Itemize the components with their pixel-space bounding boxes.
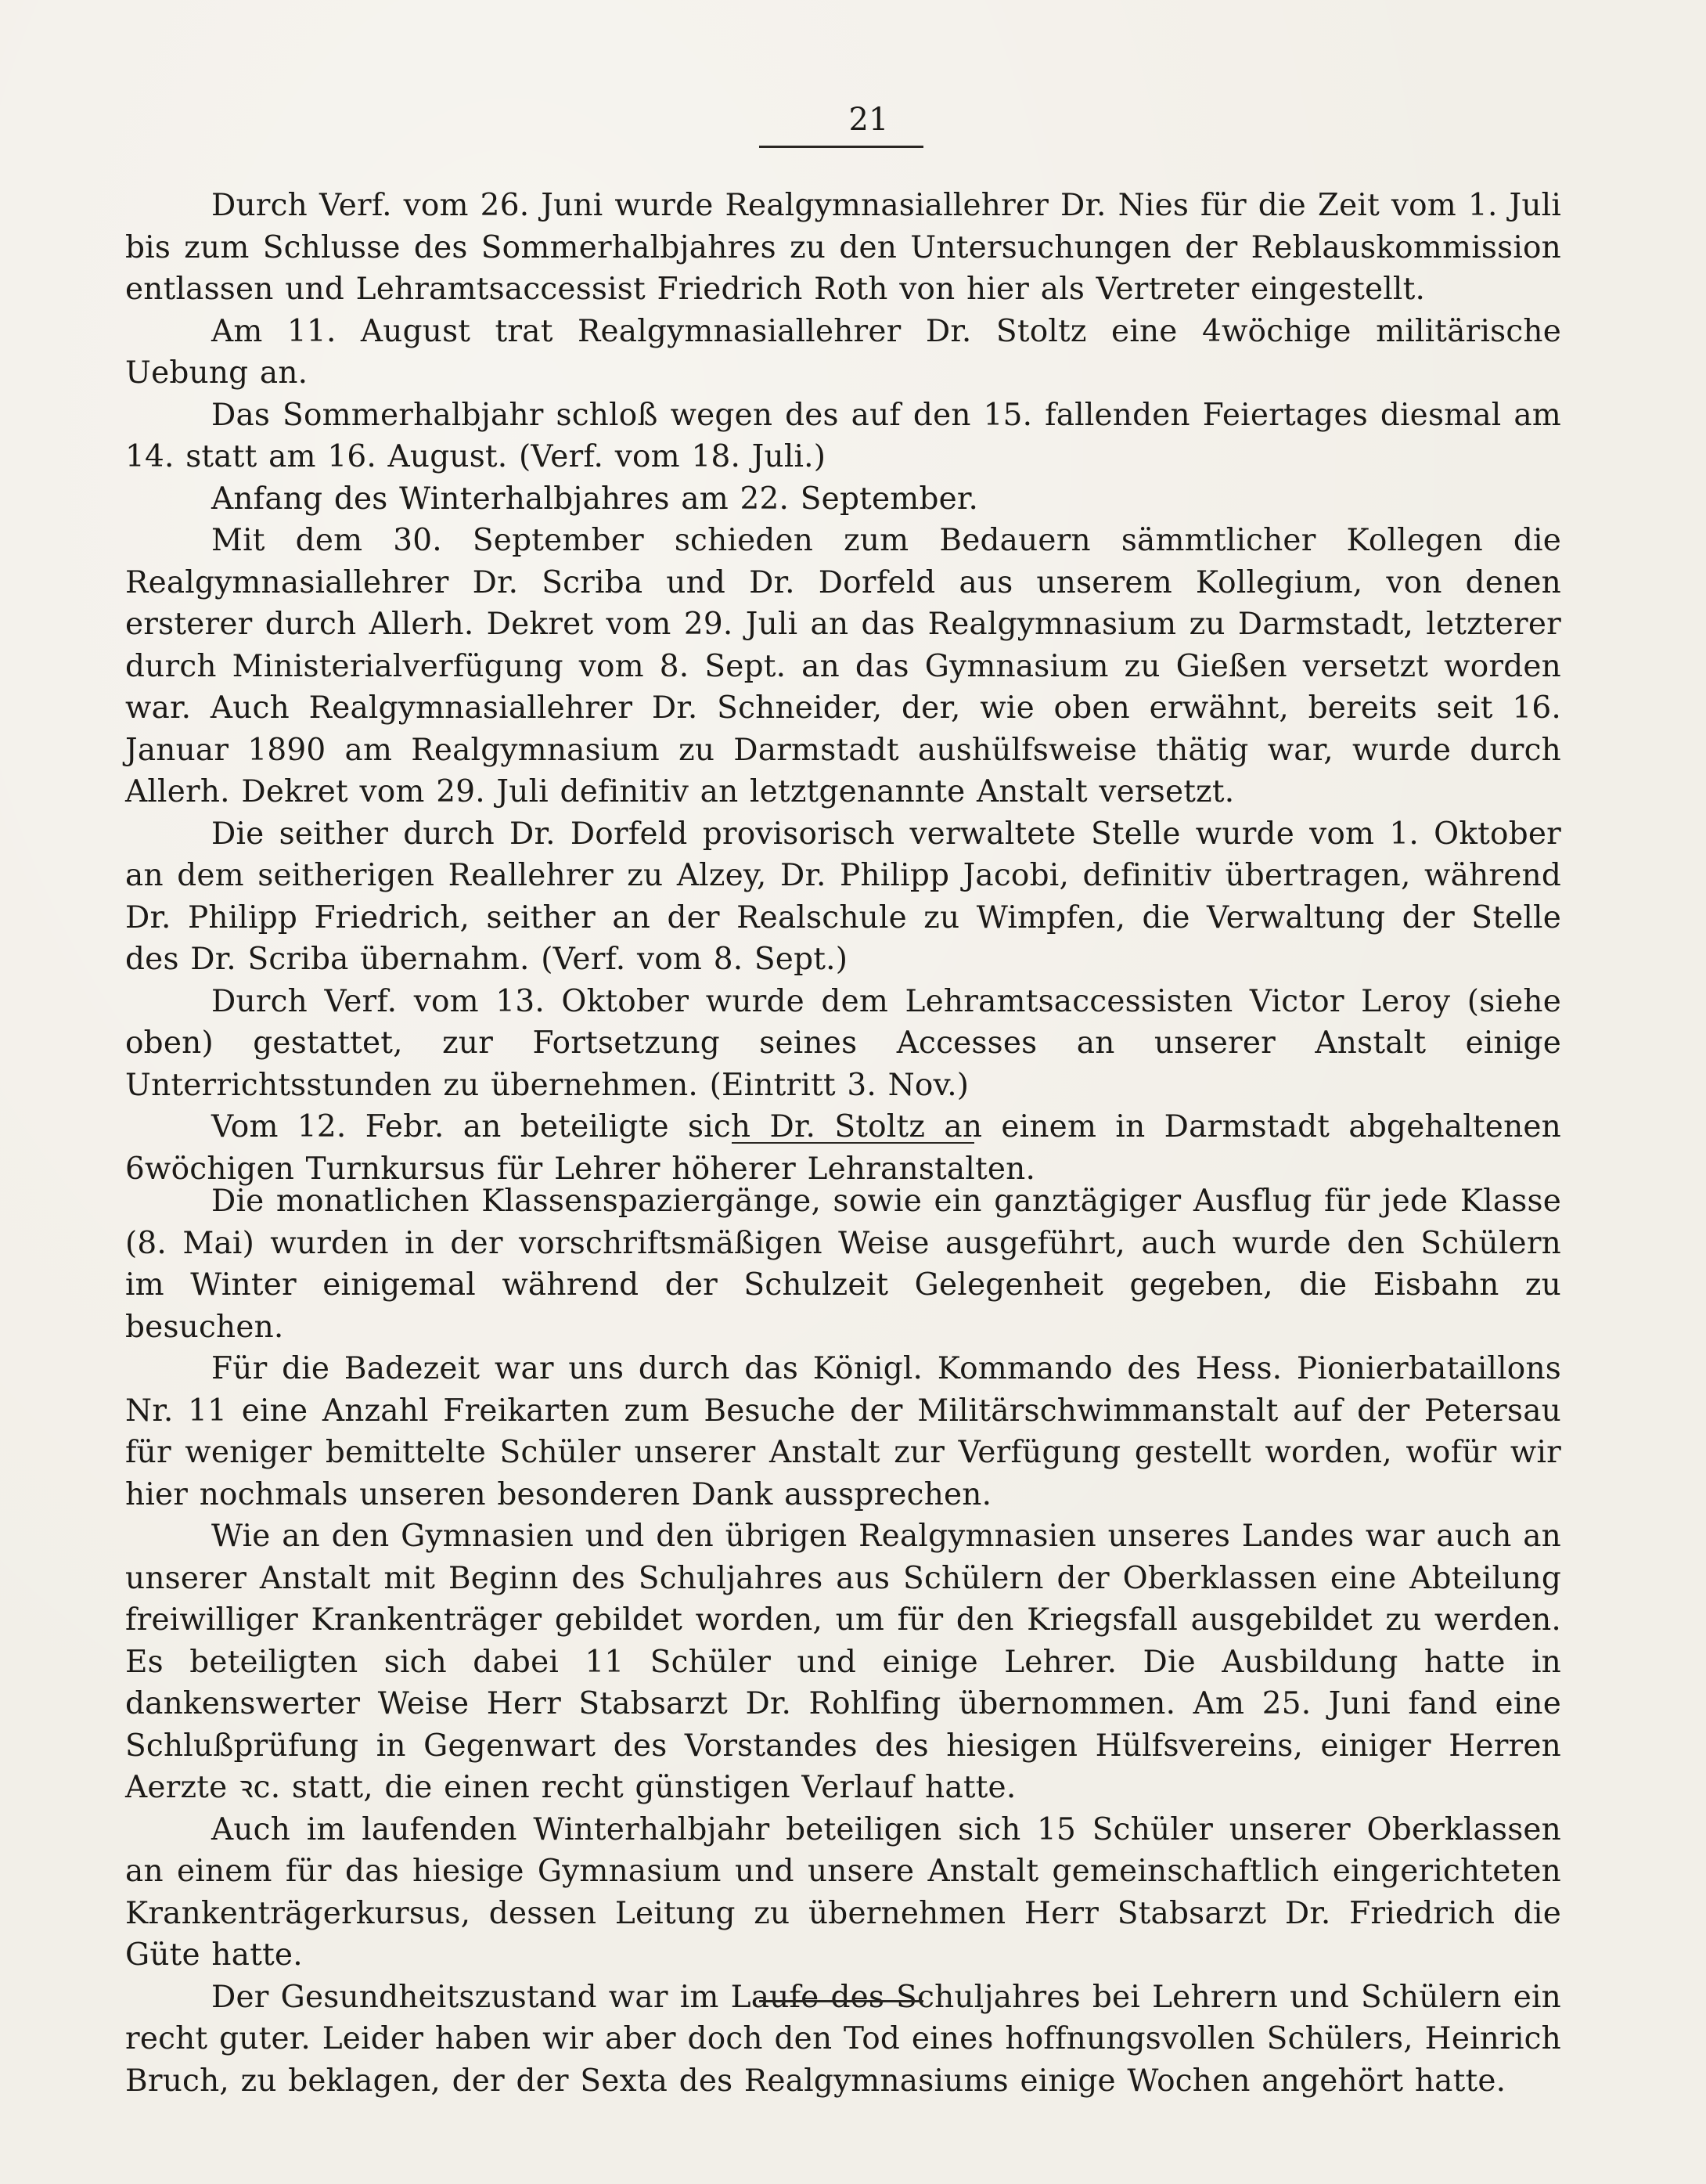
paragraph: Anfang des Winterhalbjahres am 22. September. bbox=[211, 481, 979, 517]
bottom-rule bbox=[759, 2000, 923, 2002]
section-1 bbox=[125, 185, 1561, 1190]
section-2 bbox=[125, 1180, 1561, 2102]
paragraph: Durch Verf. vom 13. Oktober wurde dem Lehramtsaccessisten Victor Leroy (siehe oben) gestattet, zur Fortsetzung seines Accesses an unserer Anstalt einige Unterrichtsstunden zu übernehmen. (Eintritt 3. Nov.) bbox=[125, 983, 1561, 1103]
paragraph: Vom 12. Febr. an beteiligte sich Dr. Stoltz an einem in Darmstadt abgehaltenen 6wöchigen Turnkursus für Lehrer höherer Lehranstalten. bbox=[125, 1109, 1561, 1187]
paragraph: Am 11. August trat Realgymnasiallehrer Dr. Stoltz eine 4wöchige militärische Uebung an. bbox=[125, 313, 1561, 391]
paragraph: Mit dem 30. September schieden zum Bedauern sämmtlicher Kollegen die Realgymnasiallehrer Dr. Scriba und Dr. Dorfeld aus unserem Kollegium, von denen ersterer durch Allerh. Dekret vom 29. Juli an das Realgymnasium zu Darmstadt, letzterer durch Ministerialverfügung vom 8. Sept. an das Gymnasium zu Gießen versetzt worden war. Auch Realgymnasiallehrer Dr. Schneider, der, wie oben erwähnt, bereits seit 16. Januar 1890 am Realgymnasium zu Darmstadt aushülfsweise thätig war, wurde durch Allerh. Dekret vom 29. Juli definitiv an letztgenannte Anstalt versetzt. bbox=[125, 523, 1561, 809]
paragraph: Wie an den Gymnasien und den übrigen Realgymnasien unseres Landes war auch an unserer Anstalt mit Beginn des Schuljahres aus Schülern der Oberklassen eine Abteilung freiwilliger Krankenträger gebildet worden, um für den Kriegsfall ausgebildet zu werden. Es beteiligten sich dabei 11 Schüler und einige Lehrer. Die Ausbildung hatte in dankenswerter Weise Herr Stabsarzt Dr. Rohlfing übernommen. Am 25. Juni fand eine Schlußprüfung in Gegenwart des Vorstandes des hiesigen Hülfsvereins, einiger Herren Aerzte ꝛc. statt, die einen recht günstigen Verlauf hatte. bbox=[125, 1519, 1561, 1805]
page-number: 21 bbox=[848, 102, 889, 138]
section-divider bbox=[732, 1142, 974, 1144]
paragraph: Für die Badezeit war uns durch das Königl. Kommando des Hess. Pionierbataillons Nr. 11 eine Anzahl Freikarten zum Besuche der Militärschwimmanstalt auf der Petersau für weniger bemittelte Schüler unserer Anstalt zur Verfügung gestellt worden, wofür wir hier nochmals unseren besonderen Dank aussprechen. bbox=[125, 1351, 1561, 1512]
paragraph: Die monatlichen Klassenspaziergänge, sowie ein ganztägiger Ausflug für jede Klasse (8. Mai) wurden in der vorschriftsmäßigen Weise ausgeführt, auch wurde den Schülern im Winter einigemal während der Schulzeit Gelegenheit gegeben, die Eisbahn zu besuchen. bbox=[125, 1184, 1561, 1345]
paragraph: Der Gesundheitszustand war im Laufe des Schuljahres bei Lehrern und Schülern ein recht guter. Leider haben wir aber doch den Tod eines hoffnungsvollen Schülers, Heinrich Bruch, zu beklagen, der der Sexta des Realgymnasiums einige Wochen angehört hatte. bbox=[125, 1979, 1561, 2099]
paragraph: Durch Verf. vom 26. Juni wurde Realgymnasiallehrer Dr. Nies für die Zeit vom 1. Juli bis zum Schlusse des Sommerhalbjahres zu den Untersuchungen der Reblauskommission entlassen und Lehramtsaccessist Friedrich Roth von hier als Vertreter eingestellt. bbox=[125, 188, 1561, 307]
paragraph: Auch im laufenden Winterhalbjahr beteiligen sich 15 Schüler unserer Oberklassen an einem für das hiesige Gymnasium und unsere Anstalt gemeinschaftlich eingerichteten Krankenträgerkursus, dessen Leitung zu übernehmen Herr Stabsarzt Dr. Friedrich die Güte hatte. bbox=[125, 1811, 1561, 1973]
paragraph: Das Sommerhalbjahr schloß wegen des auf den 15. fallenden Feiertages diesmal am 14. statt am 16. August. (Verf. vom 18. Juli.) bbox=[125, 397, 1561, 474]
top-rule bbox=[759, 146, 923, 148]
paragraph: Die seither durch Dr. Dorfeld provisorisch verwaltete Stelle wurde vom 1. Oktober an dem seitherigen Reallehrer zu Alzey, Dr. Philipp Jacobi, definitiv übertragen, während Dr. Philipp Friedrich, seither an der Realschule zu Wimpfen, die Verwaltung der Stelle des Dr. Scriba übernahm. (Verf. vom 8. Sept.) bbox=[125, 816, 1561, 977]
